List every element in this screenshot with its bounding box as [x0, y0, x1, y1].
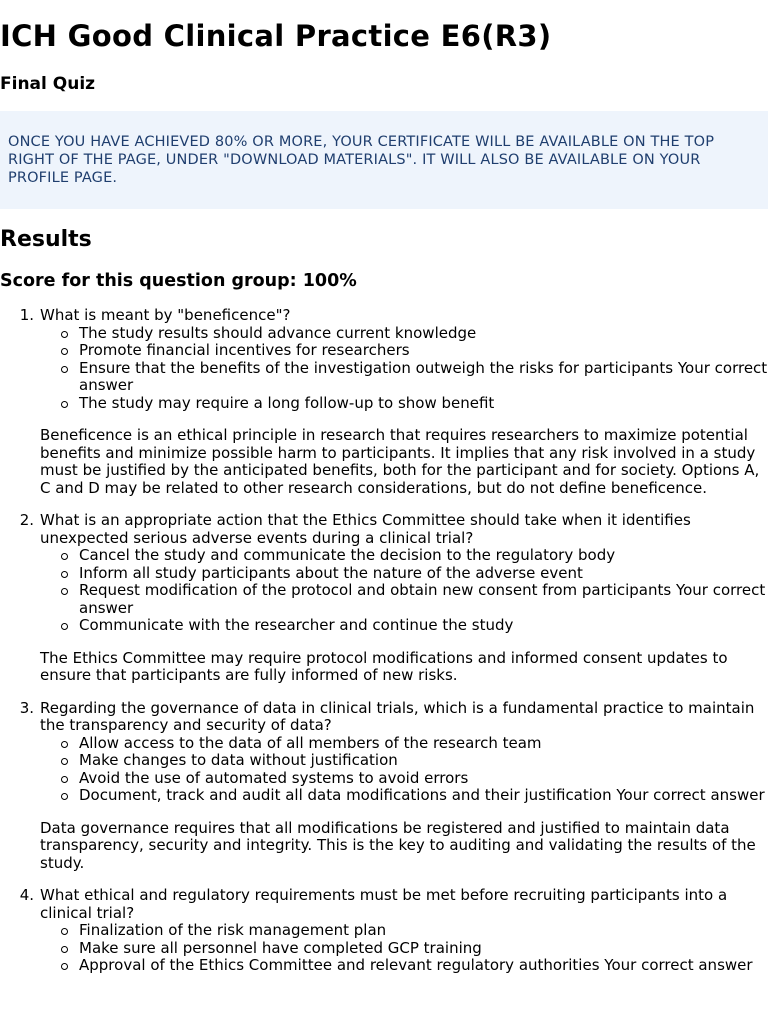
question-number: 4.	[19, 886, 34, 904]
question-text: Regarding the governance of data in clinical trials, which is a fundamental practice to maintain the transparency and security of data?	[40, 698, 755, 734]
answer-option-correct: Document, track and audit all data modifications and their justification Your correct answer	[79, 787, 768, 805]
answer-option-correct: Approval of the Ethics Committee and relevant regulatory authorities Your correct answer	[79, 957, 768, 975]
answer-option: The study results should advance current knowledge	[79, 325, 768, 343]
answer-list	[40, 922, 768, 975]
question-item	[19, 511, 768, 685]
question-item	[19, 698, 768, 873]
question-text: What is meant by "beneficence"?	[40, 306, 291, 324]
answer-option: Avoid the use of automated systems to avoid errors	[79, 770, 768, 788]
question-number: 2.	[19, 511, 34, 529]
quiz-title: Final Quiz	[0, 74, 96, 94]
answer-option: Inform all study participants about the nature of the adverse event	[79, 565, 768, 583]
answer-explanation: The Ethics Committee may require protocol modifications and informed consent updates to ensure that participants are fully informed of new risks.	[40, 648, 728, 684]
answer-option-correct: Ensure that the benefits of the investigation outweigh the risks for participants Your correct answer	[79, 358, 768, 394]
answer-option: Cancel the study and communicate the decision to the regulatory body	[79, 547, 768, 565]
answer-option: Make sure all personnel have completed GCP training	[79, 940, 768, 958]
answer-explanation: Data governance requires that all modifications be registered and justified to maintain data transparency, security and integrity. This is the key to auditing and validating the results of the study.	[40, 818, 756, 872]
answer-option: Finalization of the risk management plan	[79, 922, 768, 940]
answer-list	[40, 735, 768, 805]
question-item	[19, 306, 768, 497]
question-number: 3.	[19, 698, 34, 717]
question-number: 1.	[19, 306, 34, 324]
question-item	[19, 886, 768, 975]
question-text: What is an appropriate action that the Ethics Committee should take when it identifies unexpected serious adverse events during a clinical trial?	[40, 511, 691, 547]
score-heading: Score for this question group: 100%	[0, 271, 357, 291]
answer-option-correct: Request modification of the protocol and obtain new consent from participants Your correct answer	[79, 582, 768, 617]
answer-option: Communicate with the researcher and continue the study	[79, 617, 768, 635]
answer-explanation: Beneficence is an ethical principle in research that requires researchers to maximize potential benefits and minimize possible harm to participants. It implies that any risk involved in a study must be justified by the anticipated benefits, both for the participant and for society. Options A, C and D may be related to other research considerations, but do not define beneficence.	[40, 426, 760, 497]
answer-list	[40, 547, 768, 635]
answer-option: Promote financial incentives for researchers	[79, 342, 768, 360]
results-heading: Results	[0, 227, 92, 252]
question-list	[0, 307, 768, 990]
answer-list	[40, 325, 768, 413]
answer-option: Make changes to data without justification	[79, 752, 768, 770]
question-text: What ethical and regulatory requirements must be met before recruiting participants into a clinical trial?	[40, 886, 728, 922]
certificate-notice-text: ONCE YOU HAVE ACHIEVED 80% OR MORE, YOUR CERTIFICATE WILL BE AVAILABLE ON THE TOP RIGHT OF THE PAGE, UNDER "DOWNLOAD MATERIALS". IT WILL ALSO BE AVAILABLE ON YOUR PROFILE PAGE.	[8, 134, 715, 186]
answer-option: Allow access to the data of all members of the research team	[79, 735, 768, 753]
certificate-notice	[0, 111, 768, 209]
course-title: ICH Good Clinical Practice E6(R3)	[0, 19, 552, 53]
answer-option: The study may require a long follow-up to show benefit	[79, 395, 768, 413]
